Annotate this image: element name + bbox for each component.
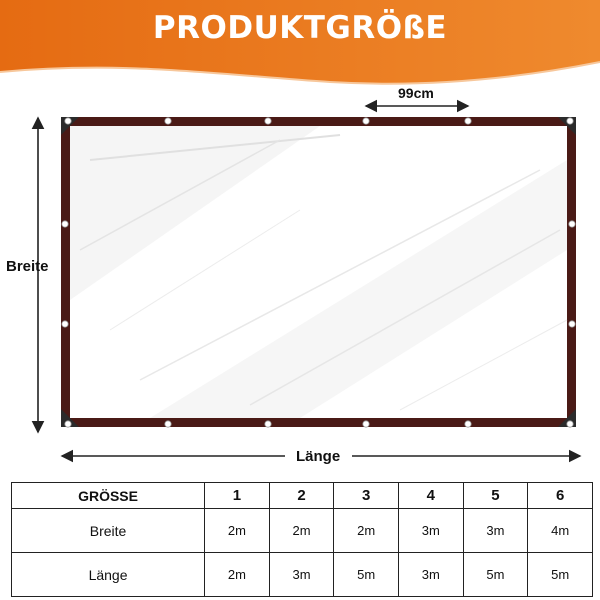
size-column-header: 2 — [269, 483, 334, 509]
table-cell: 3m — [399, 553, 464, 597]
table-cell: 5m — [463, 553, 528, 597]
size-column-header: 6 — [528, 483, 593, 509]
row-label: Länge — [12, 553, 205, 597]
length-label: Länge — [292, 448, 344, 465]
table-cell: 2m — [269, 509, 334, 553]
table-cell: 5m — [334, 553, 399, 597]
table-cell: 3m — [399, 509, 464, 553]
size-column-header: 3 — [334, 483, 399, 509]
tarp-sheet — [61, 117, 576, 427]
table-cell: 5m — [528, 553, 593, 597]
size-column-header: 4 — [399, 483, 464, 509]
size-column-header: 1 — [205, 483, 270, 509]
table-cell: 3m — [269, 553, 334, 597]
table-row — [12, 553, 593, 597]
tarp-illustration — [0, 80, 600, 480]
size-table-header-row — [12, 483, 593, 509]
grommet-spacing-label: 99cm — [398, 85, 434, 101]
table-cell: 3m — [463, 509, 528, 553]
size-corner-header: GRÖSSE — [12, 483, 205, 509]
height-label: Breite — [6, 258, 49, 275]
row-label: Breite — [12, 509, 205, 553]
size-table — [11, 482, 593, 597]
table-cell: 2m — [334, 509, 399, 553]
table-cell: 2m — [205, 509, 270, 553]
table-row — [12, 509, 593, 553]
table-cell: 2m — [205, 553, 270, 597]
table-cell: 4m — [528, 509, 593, 553]
size-column-header: 5 — [463, 483, 528, 509]
page-title: PRODUKTGRÖßE — [152, 10, 448, 46]
tarp-diagram — [0, 80, 600, 480]
